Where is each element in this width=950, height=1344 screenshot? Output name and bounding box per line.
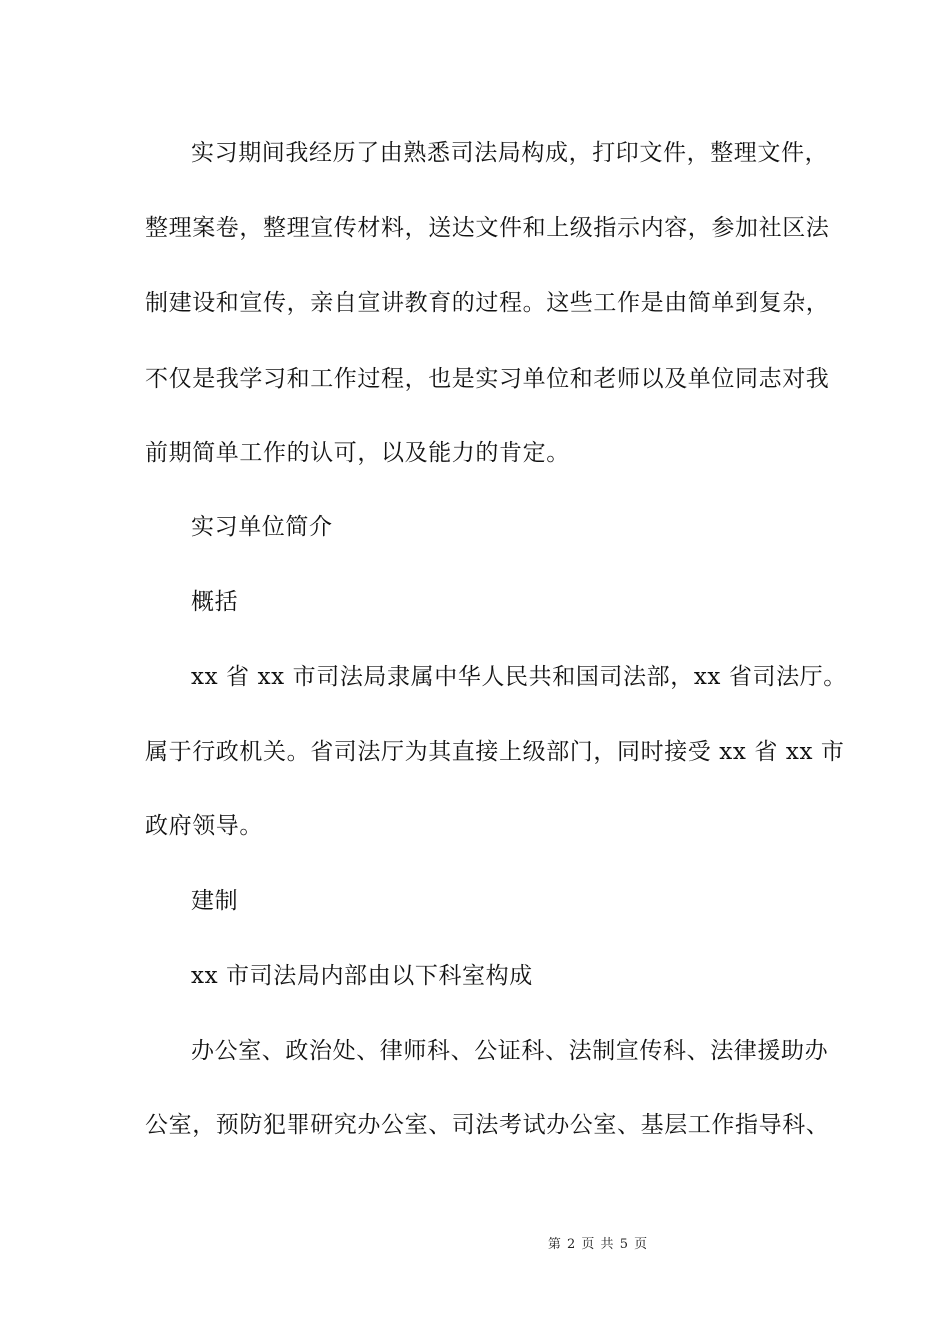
paragraph-line: 属于行政机关。省司法厅为其直接上级部门，同时接受 xx 省 xx 市 [145,739,845,765]
paragraph-line: 制建设和宣传，亲自宣讲教育的过程。这些工作是由简单到复杂， [145,290,830,316]
subsection-heading: 建制 [191,888,239,914]
section-heading: 实习单位简介 [191,514,333,540]
paragraph-line: xx 市司法局内部由以下科室构成 [191,963,533,989]
paragraph-line: 整理案卷，整理宣传材料，送达文件和上级指示内容，参加社区法 [145,215,830,241]
paragraph-line: xx 省 xx 市司法局隶属中华人民共和国司法部，xx 省司法厅。 [191,664,847,690]
paragraph-line: 政府领导。 [145,813,263,839]
paragraph-line: 实习期间我经历了由熟悉司法局构成，打印文件，整理文件， [191,140,829,166]
paragraph-line: 办公室、政治处、律师科、公证科、法制宣传科、法律援助办 [191,1038,829,1064]
page-number-footer: 第 2 页 共 5 页 [547,1237,649,1252]
subsection-heading: 概括 [191,589,239,615]
paragraph-line: 前期简单工作的认可，以及能力的肯定。 [145,440,570,466]
paragraph-line: 不仅是我学习和工作过程，也是实习单位和老师以及单位同志对我 [145,366,830,392]
paragraph-line: 公室，预防犯罪研究办公室、司法考试办公室、基层工作指导科、 [145,1112,830,1138]
